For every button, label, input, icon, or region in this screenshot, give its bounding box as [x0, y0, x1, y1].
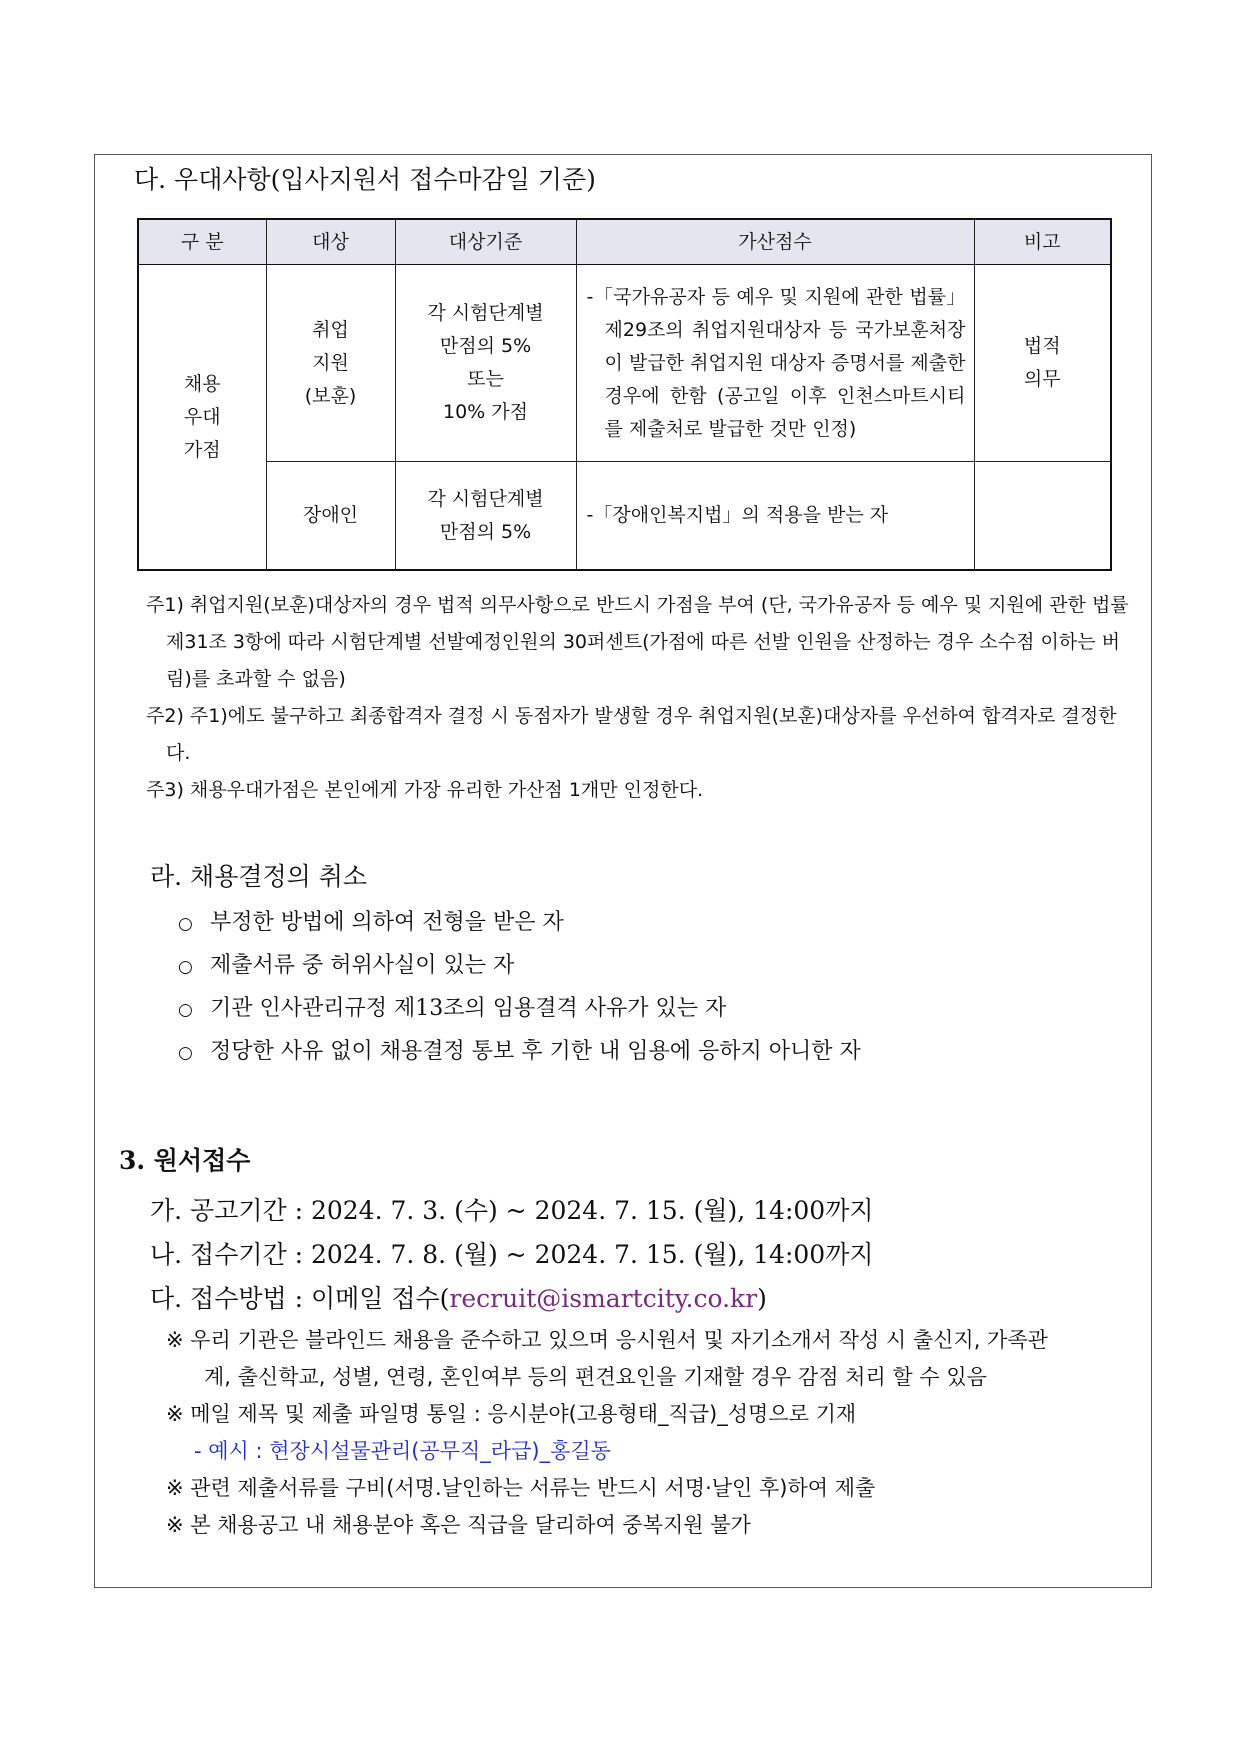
list-item-text: 기관 인사관리규정 제13조의 임용결격 사유가 있는 자 [210, 996, 727, 1021]
notice-period: 가. 공고기간 : 2024. 7. 3. (수) ~ 2024. 7. 15. (월), 14:00까지 [150, 1196, 874, 1225]
category-line: 우대 [183, 405, 221, 428]
note-3: 주3) 채용우대가점은 본인에게 가장 유리한 가산점 1개만 인정한다. [146, 779, 704, 801]
bullet-mark: ○ [178, 1000, 193, 1020]
criteria-line: 각 시험단계별 [427, 302, 544, 325]
section-da-title: 다. 우대사항(입사지원서 접수마감일 기준) [134, 165, 596, 194]
note-2: 주2) 주1)에도 불구하고 최종합격자 결정 시 동점자가 발생할 경우 취업지원(보훈)대상자를 우선하여 합격자로 결정한다. [146, 705, 1117, 764]
list-item-text: 부정한 방법에 의하여 전형을 받은 자 [210, 910, 564, 935]
criteria-line: 만점의 5% [439, 335, 532, 358]
criteria-line: 만점의 5% [439, 520, 532, 543]
remark-cell [974, 265, 1111, 462]
criteria-line: 10% 가점 [443, 401, 528, 424]
section-3-title: 3. 원서접수 [119, 1146, 251, 1175]
category-line: 채용 [183, 372, 221, 395]
header-criteria: 대상기준 [395, 219, 576, 265]
note-1: 주1) 취업지원(보훈)대상자의 경우 법적 의무사항으로 반드시 가점을 부여 (단, 국가유공자 등 예우 및 지원에 관한 법률 제31조 3항에 따라 시험단계별 선발예정인원의 30퍼센트(가점에 따른 선발 인원을 산정하는 경우 소수점 이하는 버림)를 초과할 수 없음) [146, 594, 1129, 690]
apply-period: 나. 접수기간 : 2024. 7. 8. (월) ~ 2024. 7. 15. (월), 14:00까지 [150, 1240, 874, 1269]
target-line: 지원 [312, 351, 349, 374]
criteria-line: 각 시험단계별 [427, 487, 544, 510]
section-ra-title: 라. 채용결정의 취소 [150, 862, 368, 891]
notice-duplicate: ※ 본 채용공고 내 채용분야 혹은 직급을 달리하여 중복지원 불가 [166, 1513, 751, 1537]
detail-cell [576, 265, 974, 462]
bullet-mark: ○ [178, 957, 193, 977]
remark-line: 의무 [1023, 368, 1061, 391]
detail-text: -「국가유공자 등 예우 및 지원에 관한 법률」 제29조의 취업지원대상자 등 국가보훈처장이 발급한 취업지원 대상자 증명서를 제출한 경우에 한함 (공고일 이후 인천스마트시티를 제출처로 발급한 것만 인정) [586, 285, 966, 440]
category-line: 가점 [183, 438, 221, 461]
notice-list [166, 1322, 1066, 1544]
notice-documents: ※ 관련 제출서류를 구비(서명.날인하는 서류는 반드시 서명·날인 후)하여 제출 [166, 1476, 876, 1500]
header-target: 대상 [266, 219, 395, 265]
list-item [178, 905, 564, 936]
notice-blind: ※ 우리 기관은 블라인드 채용을 준수하고 있으며 응시원서 및 자기소개서 작성 시 출신지, 가족관계, 출신학교, 성별, 연령, 혼인여부 등의 편견요인을 기재할 경우 감점 처리 할 수 있음 [166, 1328, 1048, 1389]
bullet-mark: ○ [178, 1043, 193, 1063]
criteria-line: 또는 [467, 368, 504, 391]
notice-mail-title: ※ 메일 제목 및 제출 파일명 통일 : 응시분야(고용형태_직급)_성명으로 기재 [166, 1402, 857, 1426]
remark-line: 법적 [1023, 335, 1061, 358]
email-link[interactable]: recruit@ismartcity.co.kr [449, 1284, 758, 1313]
target-cell: 장애인 [266, 462, 395, 570]
header-remark: 비고 [974, 219, 1111, 265]
table-row [138, 265, 1111, 462]
example-text: - 예시 : 현장시설물관리(공무직_라급)_홍길동 [194, 1439, 611, 1463]
apply-method-label: 다. 접수방법 : 이메일 접수( [150, 1284, 450, 1313]
detail-text: -「장애인복지법」의 적용을 받는 자 [586, 504, 889, 527]
list-item [178, 948, 514, 979]
table-header-row [138, 219, 1111, 265]
apply-method [150, 1279, 767, 1315]
target-line: (보훈) [304, 384, 357, 407]
table-row [138, 462, 1111, 570]
header-points: 가산점수 [576, 219, 974, 265]
bonus-table [137, 218, 1112, 571]
header-category: 구 분 [138, 219, 266, 265]
list-item-text: 제출서류 중 허위사실이 있는 자 [210, 953, 515, 978]
target-line: 취업 [312, 318, 349, 341]
target-cell [266, 265, 395, 462]
criteria-cell [395, 265, 576, 462]
detail-cell [576, 462, 974, 570]
apply-method-close: ) [757, 1284, 767, 1313]
list-item-text: 정당한 사유 없이 채용결정 통보 후 기한 내 임용에 응하지 아니한 자 [210, 1039, 861, 1064]
remark-cell [974, 462, 1111, 570]
notes-block [146, 587, 1136, 809]
category-cell [138, 265, 266, 571]
list-item [178, 991, 726, 1022]
list-item [178, 1034, 861, 1065]
bullet-mark: ○ [178, 914, 193, 934]
criteria-cell [395, 462, 576, 570]
